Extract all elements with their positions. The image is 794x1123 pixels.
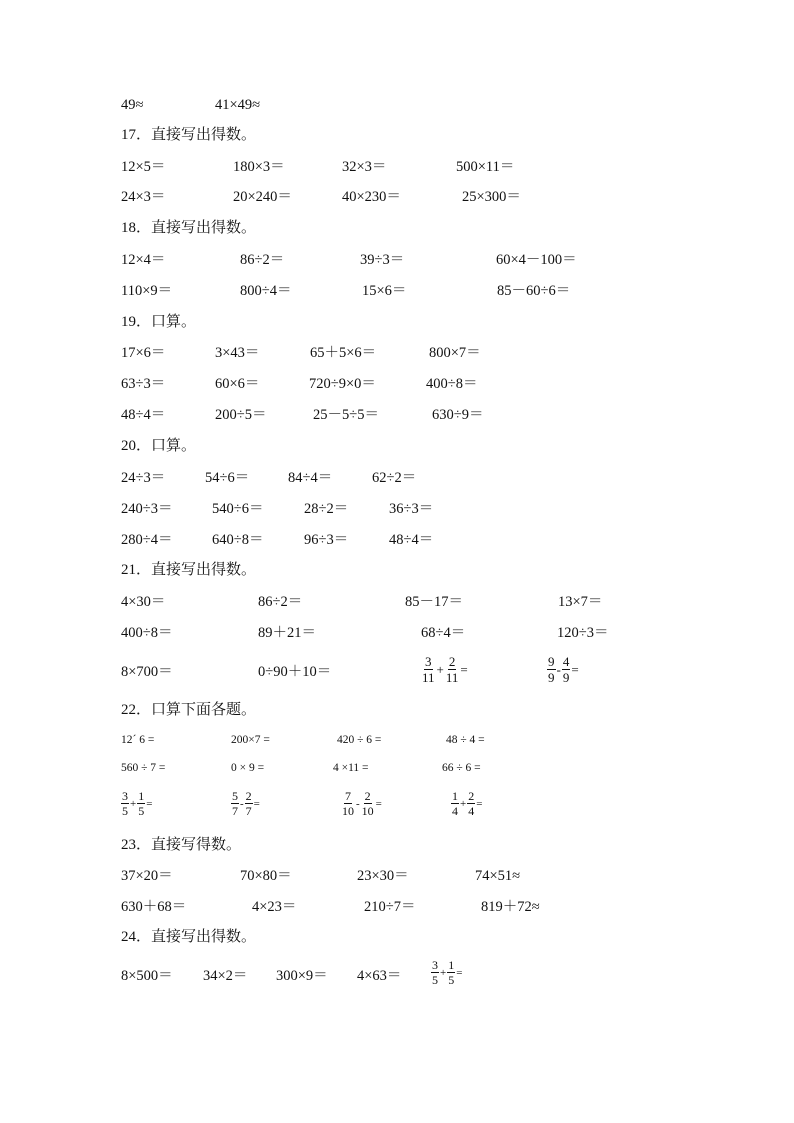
- denominator: 4: [452, 804, 458, 818]
- numerator: 3: [432, 958, 438, 972]
- expression-item: 28÷2＝: [304, 501, 349, 517]
- numerator: 1: [448, 958, 455, 972]
- expression-item: 240÷3＝: [121, 501, 173, 517]
- expression-item: 23×30＝: [357, 868, 409, 884]
- expression-item: 66 ÷ 6 =: [442, 762, 481, 774]
- numerator: 3: [425, 654, 432, 669]
- equals-sign: =: [476, 797, 483, 810]
- numerator: 5: [232, 789, 238, 803]
- operator: -: [240, 797, 244, 810]
- numerator: 2: [364, 789, 371, 803]
- expression-item: 86÷2＝: [240, 252, 285, 268]
- fraction-expression: [451, 790, 483, 817]
- expression-item: 12×4＝: [121, 252, 166, 268]
- expression-item: 12ˊ 6 =: [121, 734, 155, 746]
- expression-item: 65＋5×6＝: [310, 345, 377, 361]
- expression-item: 70×80＝: [240, 868, 292, 884]
- expression-item: 36÷3＝: [389, 501, 434, 517]
- denominator: 4: [468, 804, 475, 818]
- fraction: [121, 790, 129, 817]
- expression-item: 63÷3＝: [121, 376, 166, 392]
- expression-item: 40×230＝: [342, 189, 401, 205]
- expression-item: 25×300＝: [462, 189, 521, 205]
- question-title: 23．直接写得数。: [121, 837, 242, 853]
- expression-item: 13×7＝: [558, 594, 603, 610]
- expression-item: 39÷3＝: [360, 252, 405, 268]
- denominator: 7: [232, 804, 238, 818]
- expression-item: 24÷3＝: [121, 470, 166, 486]
- expression-item: 17×6＝: [121, 345, 166, 361]
- expression-item: 34×2＝: [203, 968, 248, 984]
- numerator: 7: [345, 789, 351, 803]
- fraction: [445, 655, 460, 684]
- expression-item: 3×43＝: [215, 345, 260, 361]
- expression-item: 20×240＝: [233, 189, 292, 205]
- denominator: 11: [445, 670, 459, 685]
- expression-item: 48÷4＝: [121, 407, 166, 423]
- expression-item: 54÷6＝: [205, 470, 250, 486]
- fraction: [361, 790, 375, 817]
- expression-item: 4 ×11 =: [333, 762, 369, 774]
- expression-item: 49≈: [121, 97, 144, 113]
- fraction: [562, 655, 571, 684]
- expression-item: 420 ÷ 6 =: [337, 734, 382, 746]
- expression-item: 400÷8＝: [121, 625, 173, 641]
- expression-item: 800÷4＝: [240, 283, 292, 299]
- expression-item: 400÷8＝: [426, 376, 478, 392]
- expression-item: 180×3＝: [233, 159, 285, 175]
- fraction-expression: [121, 790, 153, 817]
- denominator: 5: [448, 973, 455, 987]
- denominator: 11: [422, 670, 435, 685]
- expression-item: 4×30＝: [121, 594, 166, 610]
- expression-item: 540÷6＝: [212, 501, 264, 517]
- expression-item: 96÷3＝: [304, 532, 349, 548]
- expression-item: 15×6＝: [362, 283, 407, 299]
- denominator: 9: [562, 670, 570, 685]
- denominator: 5: [432, 973, 438, 987]
- equals-sign: =: [571, 661, 579, 677]
- equals-sign: =: [460, 661, 468, 677]
- fraction: [467, 790, 475, 817]
- question-title: 20．口算。: [121, 438, 197, 454]
- expression-item: 85－17＝: [405, 594, 463, 610]
- fraction: [451, 790, 459, 817]
- denominator: 10: [342, 804, 354, 818]
- question-title: 21．直接写出得数。: [121, 562, 257, 578]
- expression-item: 819＋72≈: [481, 899, 540, 915]
- fraction-expression: [231, 790, 261, 817]
- expression-item: 48÷4＝: [389, 532, 434, 548]
- expression-item: 720÷9×0＝: [309, 376, 376, 392]
- expression-item: 32×3＝: [342, 159, 387, 175]
- equals-sign: =: [375, 797, 382, 810]
- equals-sign: =: [146, 797, 153, 810]
- operator: +: [130, 797, 137, 810]
- expression-item: 84÷4＝: [288, 470, 333, 486]
- fraction: [547, 655, 556, 684]
- operator: +: [460, 797, 467, 810]
- denominator: 7: [245, 804, 252, 818]
- numerator: 2: [245, 789, 252, 803]
- fraction: [137, 790, 145, 817]
- expression-item: 500×11＝: [456, 159, 515, 175]
- denominator: 10: [361, 804, 374, 818]
- denominator: 5: [138, 804, 145, 818]
- expression-item: 200×7 =: [231, 734, 270, 746]
- question-title: 22．口算下面各题。: [121, 702, 257, 718]
- fraction-expression: [421, 655, 469, 684]
- equals-sign: =: [253, 797, 260, 810]
- operator: +: [440, 966, 447, 979]
- expression-item: 630＋68＝: [121, 899, 187, 915]
- operator: -: [556, 661, 561, 677]
- expression-item: 110×9＝: [121, 283, 173, 299]
- numerator: 2: [448, 654, 456, 669]
- denominator: 5: [122, 804, 128, 818]
- expression-item: 200÷5＝: [215, 407, 267, 423]
- question-title: 24．直接写出得数。: [121, 929, 257, 945]
- expression-item: 120÷3＝: [557, 625, 609, 641]
- expression-item: 74×51≈: [475, 868, 521, 884]
- expression-item: 210÷7＝: [364, 899, 416, 915]
- expression-item: 41×49≈: [215, 97, 261, 113]
- expression-item: 280÷4＝: [121, 532, 173, 548]
- expression-item: 37×20＝: [121, 868, 173, 884]
- numerator: 4: [562, 654, 570, 669]
- expression-item: 640÷8＝: [212, 532, 264, 548]
- fraction-expression: [431, 959, 463, 986]
- numerator: 3: [122, 789, 128, 803]
- fraction: [341, 790, 355, 817]
- fraction-expression: [341, 790, 383, 817]
- expression-item: 24×3＝: [121, 189, 166, 205]
- operator: -: [356, 797, 360, 810]
- denominator: 9: [548, 670, 555, 685]
- question-title: 18．直接写出得数。: [121, 220, 257, 236]
- fraction: [421, 655, 436, 684]
- fraction: [431, 959, 439, 986]
- numerator: 2: [468, 789, 475, 803]
- fraction: [245, 790, 253, 817]
- expression-item: 0 × 9 =: [231, 762, 265, 774]
- expression-item: 12×5＝: [121, 159, 166, 175]
- expression-item: 8×500＝: [121, 968, 173, 984]
- fraction: [447, 959, 455, 986]
- expression-item: 8×700＝: [121, 664, 173, 680]
- expression-item: 800×7＝: [429, 345, 481, 361]
- expression-item: 48 ÷ 4 =: [446, 734, 485, 746]
- expression-item: 60×4－100＝: [496, 252, 577, 268]
- expression-item: 560 ÷ 7 =: [121, 762, 166, 774]
- expression-item: 4×63＝: [357, 968, 402, 984]
- expression-item: 25－5÷5＝: [313, 407, 379, 423]
- expression-item: 86÷2＝: [258, 594, 303, 610]
- expression-item: 630÷9＝: [432, 407, 484, 423]
- expression-item: 68÷4＝: [421, 625, 466, 641]
- fraction-expression: [547, 655, 580, 684]
- expression-item: 62÷2＝: [372, 470, 417, 486]
- fraction: [231, 790, 239, 817]
- expression-item: 60×6＝: [215, 376, 260, 392]
- question-title: 19．口算。: [121, 314, 197, 330]
- equals-sign: =: [456, 966, 463, 979]
- expression-item: 0÷90＋10＝: [258, 664, 332, 680]
- expression-item: 85－60÷6＝: [497, 283, 571, 299]
- numerator: 1: [138, 789, 145, 803]
- expression-item: 89＋21＝: [258, 625, 316, 641]
- expression-item: 4×23＝: [252, 899, 297, 915]
- question-title: 17．直接写出得数。: [121, 127, 257, 143]
- numerator: 9: [548, 654, 555, 669]
- expression-item: 300×9＝: [276, 968, 328, 984]
- operator: +: [436, 661, 444, 677]
- numerator: 1: [452, 789, 458, 803]
